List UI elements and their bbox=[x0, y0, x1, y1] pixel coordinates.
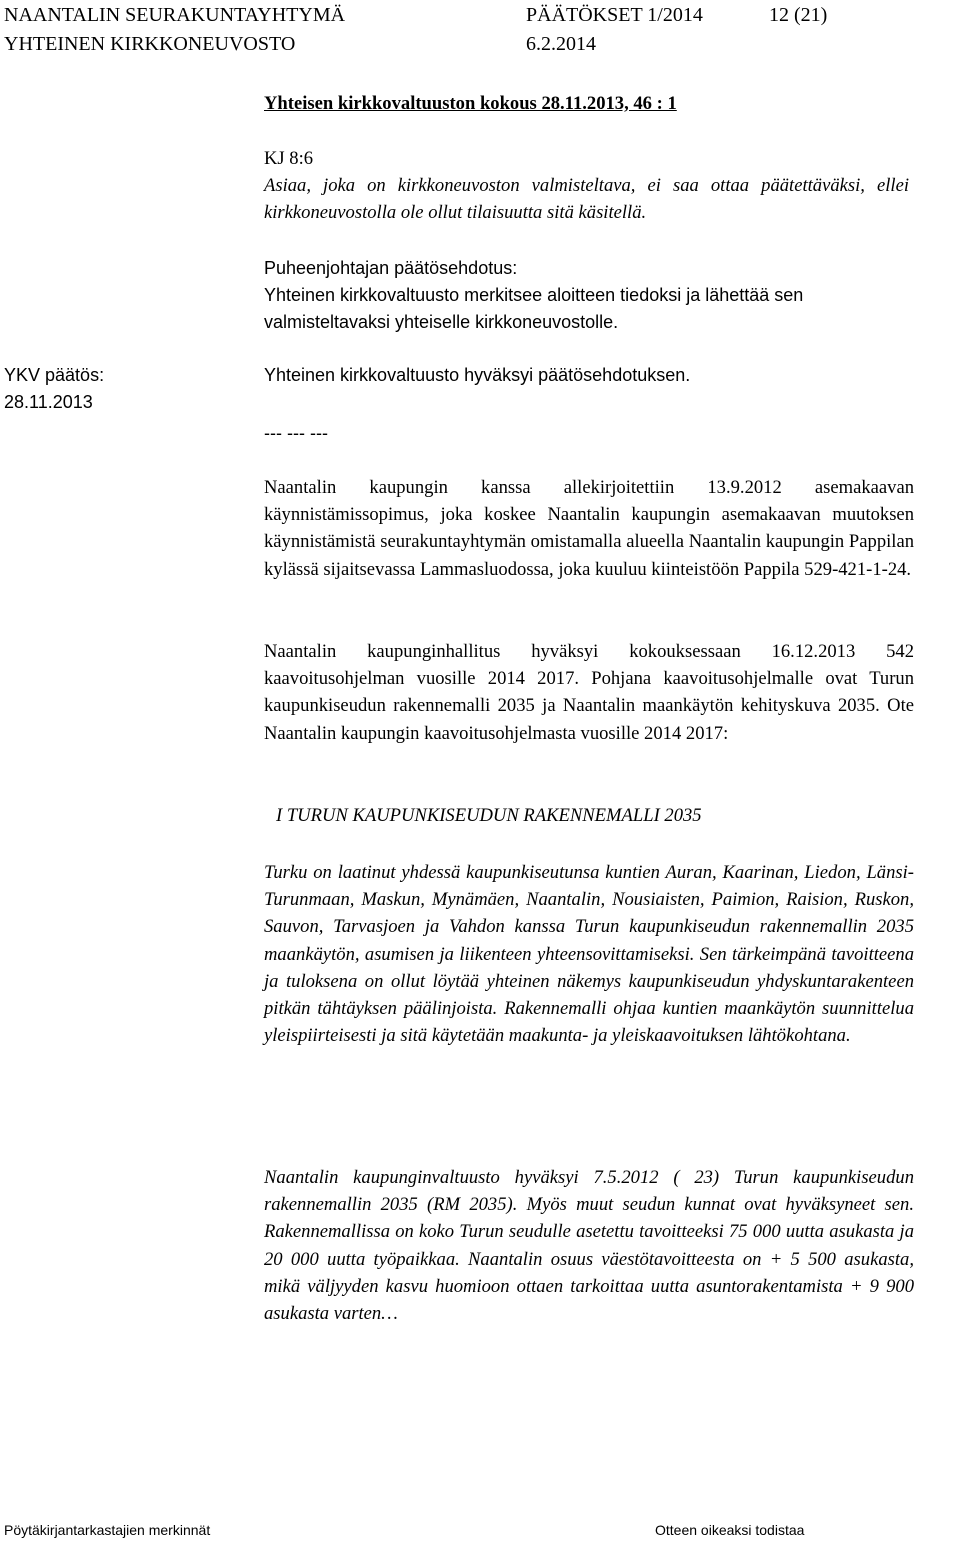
header-body: YHTEINEN KIRKKONEUVOSTO bbox=[4, 33, 296, 55]
header-org: NAANTALIN SEURAKUNTAYHTYMÄ bbox=[4, 4, 346, 26]
footer-certification: Otteen oikeaksi todistaa bbox=[655, 1522, 805, 1538]
header-doc: PÄÄTÖKSET 1/2014 bbox=[526, 4, 703, 26]
quote-heading: I TURUN KAUPUNKISEUDUN RAKENNEMALLI 2035 bbox=[276, 805, 702, 826]
proposal-label: Puheenjohtajan päätösehdotus: bbox=[264, 258, 518, 278]
kj-reference: KJ 8:6 bbox=[264, 148, 314, 169]
paragraph-zoning-programme: Naantalin kaupunginhallitus hyväksyi kokouksessaan 16.12.2013 542 kaavoitusohjelman vuosille 2014 2017. Pohjana kaavoitusohjelmalle ovat Turun kaupunkiseudun rakennemalli 2035 ja Naantalin maankäytön kehityskuva 2035. Ote Naantalin kaupungin kaavoitusohjelmasta vuosille 2014 2017: bbox=[264, 641, 914, 744]
separator: --- --- --- bbox=[264, 423, 328, 443]
quote-paragraph-council-approval: Naantalin kaupunginvaltuusto hyväksyi 7.5.2012 ( 23) Turun kaupunkiseudun rakennemallin 2035 (RM 2035). Myös muut seudun kunnat ovat hyväksyneet sen. Rakennemallissa on koko Turun seudulle asetettu tavoitteeksi 75 000 uutta asukasta ja 20 000 uutta työpaikkaa. Naantalin osuus väestötavoitteesta on + 5 500 asukasta, mikä väljyyden kasvu huomioon ottaen tarkoittaa uutta asuntorakentamista + 9 900 asukasta varten… bbox=[264, 1167, 914, 1325]
quote-paragraph-structure-model: Turku on laatinut yhdessä kaupunkiseutunsa kuntien Auran, Kaarinan, Liedon, Länsi-Turunmaan, Maskun, Mynämäen, Naantalin, Nousiaisten, Paimion, Raision, Ruskon, Sauvon, Tarvasjoen ja Vahdon kanssa Turun kaupunkiseudun rakennemallin 2035 maankäytön, asumisen ja liikenteen yhteensovittamiseksi. Sen tärkeimpänä tavoitteena ja tuloksena on ollut löytää yhteinen näkemys kaupunkiseudun yhdyskuntarakenteen pitkän tähtäyksen päälinjoista. Rakennemalli ohjaa kuntien maankäytön suunnittelua yleispiirteisesti ja sitä käytetään maakunta- ja yleiskaavoituksen lähtökohtana. bbox=[264, 862, 914, 1047]
decision-label: YKV päätös: bbox=[4, 365, 105, 385]
header-page: 12 (21) bbox=[769, 4, 828, 26]
footer-reviewers: Pöytäkirjantarkastajien merkinnät bbox=[4, 1522, 211, 1538]
meeting-reference: Yhteisen kirkkovaltuuston kokous 28.11.2013, 46 : 1 bbox=[264, 93, 677, 114]
kj-text: Asiaa, joka on kirkkoneuvoston valmisteltava, ei saa ottaa päätettäväksi, ellei kirkkoneuvostolla ole ollut tilaisuutta sitä käsitellä. bbox=[264, 175, 909, 224]
decision-date: 28.11.2013 bbox=[4, 392, 93, 412]
decision-text: Yhteinen kirkkovaltuusto hyväksyi päätösehdotuksen. bbox=[264, 365, 691, 385]
proposal-text: Yhteinen kirkkovaltuusto merkitsee aloitteen tiedoksi ja lähettää sen valmisteltavaksi yhteiselle kirkkoneuvostolle. bbox=[264, 285, 804, 333]
paragraph-agreement: Naantalin kaupungin kanssa allekirjoitettiin 13.9.2012 asemakaavan käynnistämissopimus, joka koskee Naantalin kaupungin asemakaavan muutoksen käynnistämistä seurakuntayhtymän omistamalla alueella Naantalin kaupungin Pappilan kylässä sijaitsevassa Lammasluodossa, joka kuuluu kiinteistöön Pappila 529-421-1-24. bbox=[264, 477, 914, 580]
header-date: 6.2.2014 bbox=[526, 33, 596, 55]
